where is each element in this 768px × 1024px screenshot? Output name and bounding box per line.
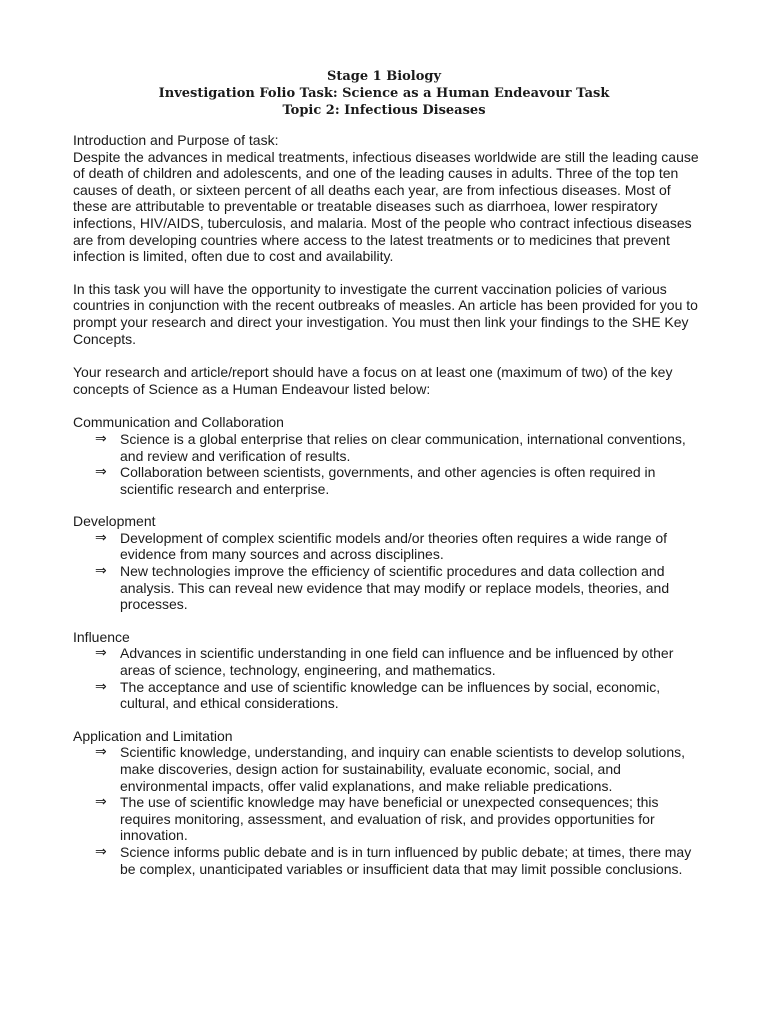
concept-bullet [73,645,703,678]
bullet-text: Advances in scientific understanding in one field can influence and be influenced by other areas of science, technology, engineering, and mathematics. [120,645,674,679]
concept-application-limitation [73,728,703,877]
arrow-icon: ⇒ [95,529,107,546]
task-title: Investigation Folio Task: Science as a Human Endeavour Task [158,86,610,101]
concept-communication-collaboration [73,414,703,497]
concept-bullet [73,679,703,712]
task-paragraph: In this task you will have the opportunity to investigate the current vaccination policies of various countries in conjunction with the recent outbreaks of measles. An article has been provided for you to prompt your research and direct your investigation. You must then link your findings to the SHE Key Concepts. [73,280,698,347]
intro-paragraph: Despite the advances in medical treatments, infectious diseases worldwide are still the leading cause of death of children and adolescents, and one of the leading causes in adults. Three of the top ten causes of death, or sixteen percent of all deaths each year, are from infectious diseases. Most of these are attributable to preventable or treatable diseases such as diarrhoea, lower respiratory infections, HIV/AIDS, tuberculosis, and malaria. Most of the people who contract infectious diseases are from developing countries where access to the latest treatments or to medicines that prevent infection is limited, often due to cost and availability. [73,148,699,265]
arrow-icon: ⇒ [95,794,107,811]
concept-title: Influence [73,628,130,645]
concept-bullet [73,744,703,794]
bullet-text: New technologies improve the efficiency of scientific procedures and data collection and analysis. This can reveal new evidence that may modify or replace models, theories, and processes. [120,563,670,613]
concept-bullet [73,530,703,563]
intro-heading: Introduction and Purpose of task: [73,132,279,148]
arrow-icon: ⇒ [95,563,107,580]
course-title: Stage 1 Biology [326,69,442,84]
bullet-text: Scientific knowledge, understanding, and inquiry can enable scientists to develop solutions, make discoveries, design action for sustainability, evaluate economic, social, and environmental impacts, offer valid explanations, and make reliable predications. [120,744,686,794]
focus-paragraph: Your research and article/report should have a focus on at least one (maximum of two) of the key concepts of Science as a Human Endeavour listed below: [73,364,673,397]
concept-bullet-list [73,744,703,877]
concept-bullet [73,794,703,844]
bullet-text: Development of complex scientific models and/or theories often requires a wide range of evidence from many sources and across disciplines. [120,529,668,563]
topic-title: Topic 2: Infectious Diseases [282,103,486,118]
concept-development [73,513,703,613]
concept-bullet [73,464,703,497]
concept-bullet [73,844,703,877]
arrow-icon: ⇒ [95,645,107,662]
arrow-icon: ⇒ [95,744,107,761]
concept-bullet-list [73,431,703,497]
arrow-icon: ⇒ [95,464,107,481]
concept-title: Application and Limitation [73,727,233,744]
concept-bullet-list [73,645,703,711]
bullet-text: The acceptance and use of scientific knowledge can be influences by social, economic, cultural, and ethical considerations. [120,678,661,712]
document-header [0,68,768,119]
concept-bullet [73,563,703,613]
bullet-text: Science is a global enterprise that relies on clear communication, international conventions, and review and verification of results. [120,430,686,464]
concept-influence [73,629,703,712]
concept-title: Communication and Collaboration [73,414,284,431]
document-body [73,132,703,893]
concept-title: Development [73,513,156,530]
arrow-icon: ⇒ [95,843,107,860]
bullet-text: The use of scientific knowledge may have beneficial or unexpected consequences; this requires monitoring, assessment, and evaluation of risk, and provides opportunities for innovation. [120,794,659,844]
arrow-icon: ⇒ [95,678,107,695]
concept-bullet [73,431,703,464]
bullet-text: Science informs public debate and is in turn influenced by public debate; at times, there may be complex, unanticipated variables or insufficient data that may limit possible conclusions. [120,843,692,877]
concept-bullet-list [73,530,703,613]
bullet-text: Collaboration between scientists, governments, and other agencies is often required in scientific research and enterprise. [120,464,656,497]
arrow-icon: ⇒ [95,430,107,447]
